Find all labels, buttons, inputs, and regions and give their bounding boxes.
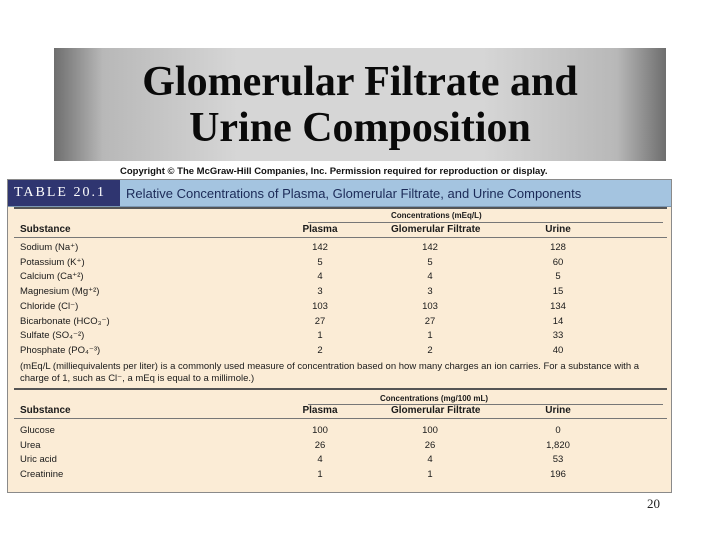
section1-row-plasma: 27	[314, 315, 326, 327]
section2-row-substance: Uric acid	[20, 454, 57, 466]
section2-concentration-label: Concentrations (mg/100 mL)	[380, 394, 489, 403]
copyright-notice: Copyright © The McGraw-Hill Companies, Inc. Permission required for reproduction or display.	[120, 166, 548, 177]
section1-row-plasma: 5	[317, 256, 323, 268]
section2-top-rule	[14, 388, 667, 390]
section1-row-filtrate: 3	[427, 286, 433, 298]
section1-row-filtrate: 2	[427, 344, 433, 356]
slide-title-banner	[54, 48, 666, 161]
section1-row-filtrate: 4	[427, 271, 433, 283]
section1-top-rule	[14, 207, 667, 209]
section1-header-rule	[14, 237, 667, 238]
data-table	[7, 179, 672, 493]
section2-row-urine: 196	[550, 469, 566, 481]
section1-row-plasma: 4	[317, 271, 323, 283]
section1-row-plasma: 1	[317, 330, 323, 342]
section1-row-substance: Chloride (Cl⁻)	[20, 300, 79, 312]
section1-row-urine: 134	[550, 300, 566, 312]
section1-row-urine: 5	[555, 271, 561, 283]
table-title: Relative Concentrations of Plasma, Glomerular Filtrate, and Urine Components	[126, 185, 582, 201]
section1-row-urine: 40	[552, 344, 564, 356]
section1-row-filtrate: 103	[422, 300, 438, 312]
section2-row-urine: 53	[552, 454, 564, 466]
slide-title-line-1: Glomerular Filtrate and	[142, 58, 578, 105]
section1-row-urine: 15	[552, 286, 564, 298]
section1-row-plasma: 2	[317, 344, 323, 356]
section2-header-rule	[14, 418, 667, 419]
page-number: 20	[647, 496, 660, 511]
section1-row-substance: Potassium (K⁺)	[20, 256, 85, 268]
section1-row-filtrate: 1	[427, 330, 433, 342]
section1-row-substance: Sodium (Na⁺)	[20, 242, 79, 253]
section2-row-urine: 0	[555, 425, 561, 436]
section2-header-filtrate: Glomerular Filtrate	[391, 405, 481, 416]
section2-row-plasma: 1	[317, 469, 323, 481]
section2-row-substance: Urea	[20, 439, 41, 451]
section1-row-substance: Sulfate (SO₄⁻²)	[20, 330, 85, 342]
section1-row-plasma: 103	[312, 300, 328, 312]
section1-row-substance: Phosphate (PO₄⁻³)	[20, 344, 101, 356]
slide-title-line-2: Urine Composition	[189, 104, 531, 151]
section2-row-plasma: 26	[314, 439, 326, 451]
section2-row-filtrate: 100	[422, 425, 438, 436]
section2-row-plasma: 100	[312, 425, 328, 436]
table-footnote: (mEq/L (milliequivalents per liter) is a commonly used measure of concentration based on how many charges an ion carries. For a substance with a charge of 1, such as Cl⁻, a mEq is equal to a millimole.)	[20, 361, 640, 384]
section2-row-filtrate: 4	[427, 454, 433, 466]
section1-row-substance: Bicarbonate (HCO₃⁻)	[20, 315, 110, 327]
section1-row-plasma: 3	[317, 286, 323, 298]
section2-header-substance: Substance	[20, 405, 71, 416]
section1-row-filtrate: 142	[422, 242, 438, 253]
section1-header-urine: Urine	[545, 224, 571, 235]
section2-header-plasma: Plasma	[302, 405, 338, 416]
section2-conc-underline	[308, 404, 663, 405]
section1-header-substance: Substance	[20, 224, 71, 235]
section1-header-plasma: Plasma	[302, 224, 338, 235]
section1-row-filtrate: 5	[427, 256, 433, 268]
table-header-bar	[8, 180, 671, 207]
section2-row-filtrate: 26	[424, 439, 436, 451]
section2-row-substance: Creatinine	[20, 469, 64, 481]
section1-row-urine: 14	[552, 315, 564, 327]
section1-row-urine: 60	[552, 256, 564, 268]
section1-conc-underline	[308, 222, 663, 223]
section1-row-urine: 33	[552, 330, 564, 342]
section1-row-filtrate: 27	[424, 315, 436, 327]
section1-concentration-label: Concentrations (mEq/L)	[391, 211, 482, 220]
section1-row-urine: 128	[550, 242, 566, 253]
section1-row-plasma: 142	[312, 242, 328, 253]
section2-row-urine: 1,820	[546, 439, 570, 451]
section2-row-filtrate: 1	[427, 469, 433, 481]
section1-row-substance: Calcium (Ca⁺²)	[20, 271, 84, 283]
section1-row-substance: Magnesium (Mg⁺²)	[20, 286, 100, 298]
section2-row-substance: Glucose	[20, 425, 55, 436]
section1-header-filtrate: Glomerular Filtrate	[391, 224, 481, 235]
table-number-label: TABLE 20.1	[8, 180, 120, 206]
section2-header-urine: Urine	[545, 405, 571, 416]
section2-row-plasma: 4	[317, 454, 323, 466]
